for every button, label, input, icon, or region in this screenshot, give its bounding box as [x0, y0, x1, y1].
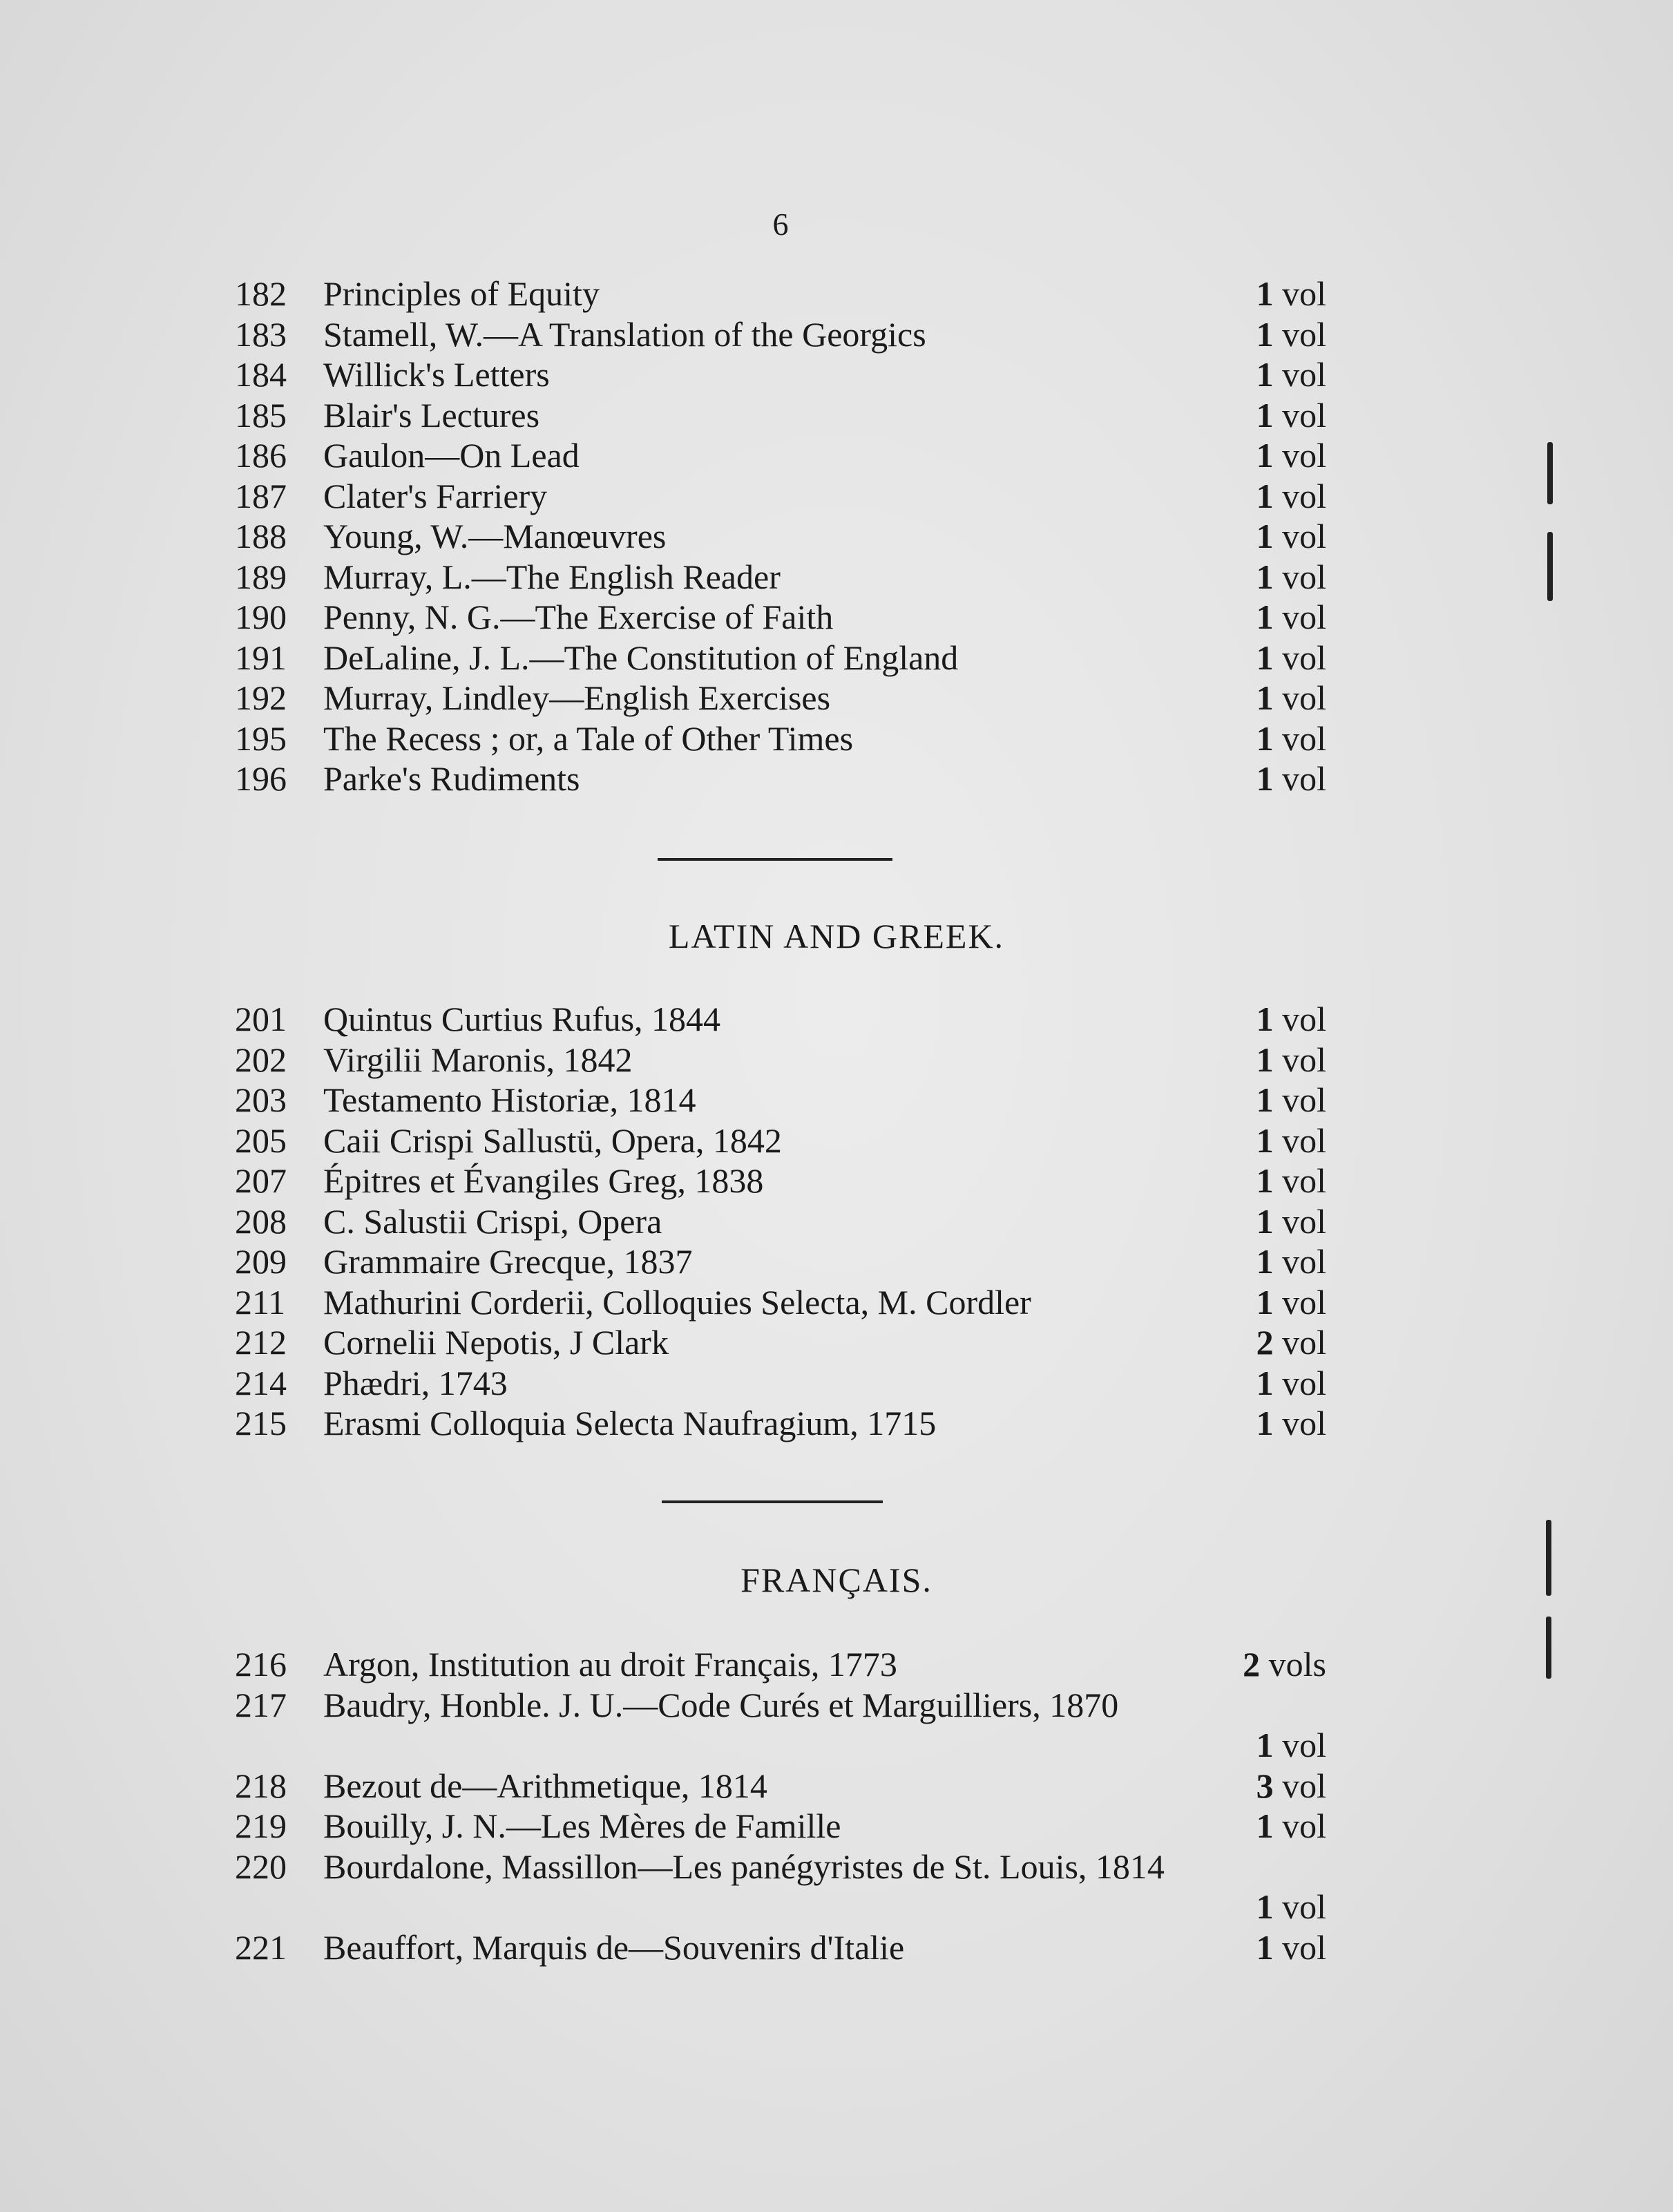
- entry-title: Blair's Lectures: [323, 395, 540, 435]
- section-general: [235, 274, 1326, 799]
- entry-number: 219: [235, 1806, 287, 1845]
- entry-volumes: 1 vol: [1256, 1161, 1326, 1200]
- entry-title: Bourdalone, Massillon—Les panégyristes de St. Louis, 1814: [323, 1847, 1165, 1886]
- entry-volumes: 1 vol: [1256, 557, 1326, 596]
- list-item: [235, 1241, 1326, 1282]
- entry-volumes: 1 vol: [1256, 517, 1326, 555]
- list-item: [235, 638, 1326, 678]
- section-divider: [658, 858, 892, 861]
- entry-title: Murray, L.—The English Reader: [323, 557, 781, 596]
- entry-number: 214: [235, 1363, 287, 1402]
- list-item: [235, 1040, 1326, 1080]
- entry-title: Bezout de—Arithmetique, 1814: [323, 1766, 767, 1805]
- section-latin-greek: [235, 999, 1326, 1444]
- list-item: [235, 557, 1326, 598]
- entry-number: 203: [235, 1080, 287, 1119]
- entry-title: Parke's Rudiments: [323, 759, 580, 798]
- entry-title: Quintus Curtius Rufus, 1844: [323, 1000, 721, 1038]
- entry-title: Bouilly, J. N.—Les Mères de Famille: [323, 1806, 841, 1845]
- entry-volumes: 1 vol: [1256, 1282, 1326, 1322]
- entry-title: C. Salustii Crispi, Opera: [323, 1201, 662, 1241]
- entry-number: 196: [235, 759, 287, 798]
- entry-volumes: 2 vols: [1243, 1645, 1326, 1684]
- entry-title: Beauffort, Marquis de—Souvenirs d'Italie: [323, 1927, 905, 1967]
- entry-title: Testamento Historiæ, 1814: [323, 1080, 696, 1119]
- entry-volumes: 3 vol: [1256, 1766, 1326, 1805]
- section-heading-francais: FRANÇAIS.: [740, 1561, 933, 1599]
- entry-title: Principles of Equity: [323, 274, 600, 313]
- entry-number: 209: [235, 1242, 287, 1281]
- entry-volumes: 1 vol: [1256, 1201, 1326, 1241]
- list-item: [235, 1403, 1326, 1444]
- entry-number: 190: [235, 598, 287, 636]
- entry-volumes: 1 vol: [1256, 395, 1326, 435]
- scan-edge-mark: [1546, 1520, 1551, 1596]
- entry-volumes: 1 vol: [1256, 274, 1326, 313]
- entry-volumes: 1 vol: [1256, 759, 1326, 798]
- entry-volumes: 1 vol: [1256, 598, 1326, 636]
- scan-edge-mark: [1547, 442, 1553, 504]
- entry-volumes: 1 vol: [1256, 1040, 1326, 1079]
- list-item: [235, 597, 1326, 638]
- entry-title: Gaulon—On Lead: [323, 436, 580, 475]
- entry-title: Caii Crispi Sallustü, Opera, 1842: [323, 1121, 782, 1160]
- entry-title: Penny, N. G.—The Exercise of Faith: [323, 598, 834, 636]
- page-number: 6: [772, 207, 789, 242]
- list-item: [235, 1322, 1326, 1363]
- entry-title: Willick's Letters: [323, 355, 550, 394]
- entry-volumes: 1 vol: [1256, 638, 1326, 677]
- section-divider: [662, 1500, 883, 1503]
- list-item: [235, 1847, 1326, 1927]
- entry-title: Stamell, W.—A Translation of the Georgics: [323, 314, 926, 354]
- entry-number: 221: [235, 1927, 287, 1967]
- list-item: [235, 516, 1326, 557]
- list-item: [235, 1080, 1326, 1121]
- entry-title: Argon, Institution au droit Français, 1773: [323, 1645, 897, 1684]
- entry-number: 216: [235, 1645, 287, 1684]
- entry-volumes: 1 vol: [1256, 1927, 1326, 1967]
- entry-number: 205: [235, 1121, 287, 1160]
- entry-number: 186: [235, 436, 287, 475]
- entry-number: 207: [235, 1161, 287, 1200]
- entry-volumes: 1 vol: [1256, 1887, 1326, 1926]
- entry-number: 220: [235, 1847, 287, 1886]
- entry-volumes: 1 vol: [1256, 436, 1326, 475]
- entry-number: 189: [235, 557, 287, 596]
- list-item: [235, 1161, 1326, 1201]
- list-item: [235, 718, 1326, 759]
- list-item: [235, 759, 1326, 799]
- entry-title: DeLaline, J. L.—The Constitution of England: [323, 638, 959, 677]
- list-item: [235, 1927, 1326, 1968]
- list-item: [235, 1363, 1326, 1404]
- list-item: [235, 314, 1326, 355]
- list-item: [235, 678, 1326, 718]
- entry-volumes: 1 vol: [1256, 1404, 1326, 1442]
- entry-number: 218: [235, 1766, 287, 1805]
- entry-volumes: 1 vol: [1256, 1242, 1326, 1281]
- list-item: [235, 1282, 1326, 1323]
- list-item: [235, 354, 1326, 395]
- list-item: [235, 274, 1326, 314]
- entry-number: 202: [235, 1040, 287, 1079]
- list-item: [235, 1201, 1326, 1242]
- section-heading-latin-greek: LATIN AND GREEK.: [668, 917, 1005, 955]
- list-item: [235, 435, 1326, 476]
- entry-number: 187: [235, 476, 287, 515]
- entry-number: 185: [235, 395, 287, 435]
- list-item: [235, 395, 1326, 436]
- entry-title: Mathurini Corderii, Colloquies Selecta, M. Cordler: [323, 1282, 1031, 1322]
- entry-volumes: 1 vol: [1256, 1806, 1326, 1845]
- entry-number: 208: [235, 1201, 287, 1241]
- section-francais: [235, 1644, 1326, 1967]
- entry-number: 188: [235, 517, 287, 555]
- entry-number: 183: [235, 314, 287, 354]
- scan-edge-mark: [1547, 532, 1553, 601]
- entry-number: 195: [235, 718, 287, 758]
- entry-title: Virgilii Maronis, 1842: [323, 1040, 633, 1079]
- entry-title: Erasmi Colloquia Selecta Naufragium, 1715: [323, 1404, 937, 1442]
- entry-title: Grammaire Grecque, 1837: [323, 1242, 693, 1281]
- entry-number: 182: [235, 274, 287, 313]
- list-item: [235, 1766, 1326, 1806]
- entry-title: Phædri, 1743: [323, 1363, 508, 1402]
- entry-title: Young, W.—Manœuvres: [323, 517, 667, 555]
- entry-number: 211: [235, 1282, 286, 1322]
- entry-title: Cornelii Nepotis, J Clark: [323, 1323, 669, 1362]
- entry-title: Murray, Lindley—English Exercises: [323, 678, 831, 717]
- list-item: [235, 1121, 1326, 1161]
- entry-volumes: 1 vol: [1256, 476, 1326, 515]
- entry-number: 215: [235, 1404, 287, 1442]
- entry-volumes: 1 vol: [1256, 678, 1326, 717]
- entry-title: The Recess ; or, a Tale of Other Times: [323, 718, 854, 758]
- entry-number: 201: [235, 1000, 287, 1038]
- entry-number: 191: [235, 638, 287, 677]
- list-item: [235, 1806, 1326, 1847]
- entry-title: Épitres et Évangiles Greg, 1838: [323, 1161, 764, 1200]
- entry-title: Baudry, Honble. J. U.—Code Curés et Marguilliers, 1870: [323, 1685, 1119, 1724]
- list-item: [235, 1644, 1326, 1685]
- entry-volumes: 1 vol: [1256, 1121, 1326, 1160]
- entry-volumes: 1 vol: [1256, 1080, 1326, 1119]
- list-item: [235, 1685, 1326, 1766]
- entry-number: 212: [235, 1323, 287, 1362]
- list-item: [235, 476, 1326, 517]
- entry-number: 184: [235, 355, 287, 394]
- entry-title: Clater's Farriery: [323, 476, 548, 515]
- entry-volumes: 2 vol: [1256, 1323, 1326, 1362]
- list-item: [235, 999, 1326, 1040]
- scan-edge-mark: [1546, 1617, 1551, 1679]
- entry-volumes: 1 vol: [1256, 314, 1326, 354]
- entry-number: 192: [235, 678, 287, 717]
- entry-volumes: 1 vol: [1256, 355, 1326, 394]
- entry-volumes: 1 vol: [1256, 1726, 1326, 1764]
- entry-volumes: 1 vol: [1256, 1363, 1326, 1402]
- entry-volumes: 1 vol: [1256, 718, 1326, 758]
- entry-volumes: 1 vol: [1256, 1000, 1326, 1038]
- entry-number: 217: [235, 1685, 287, 1724]
